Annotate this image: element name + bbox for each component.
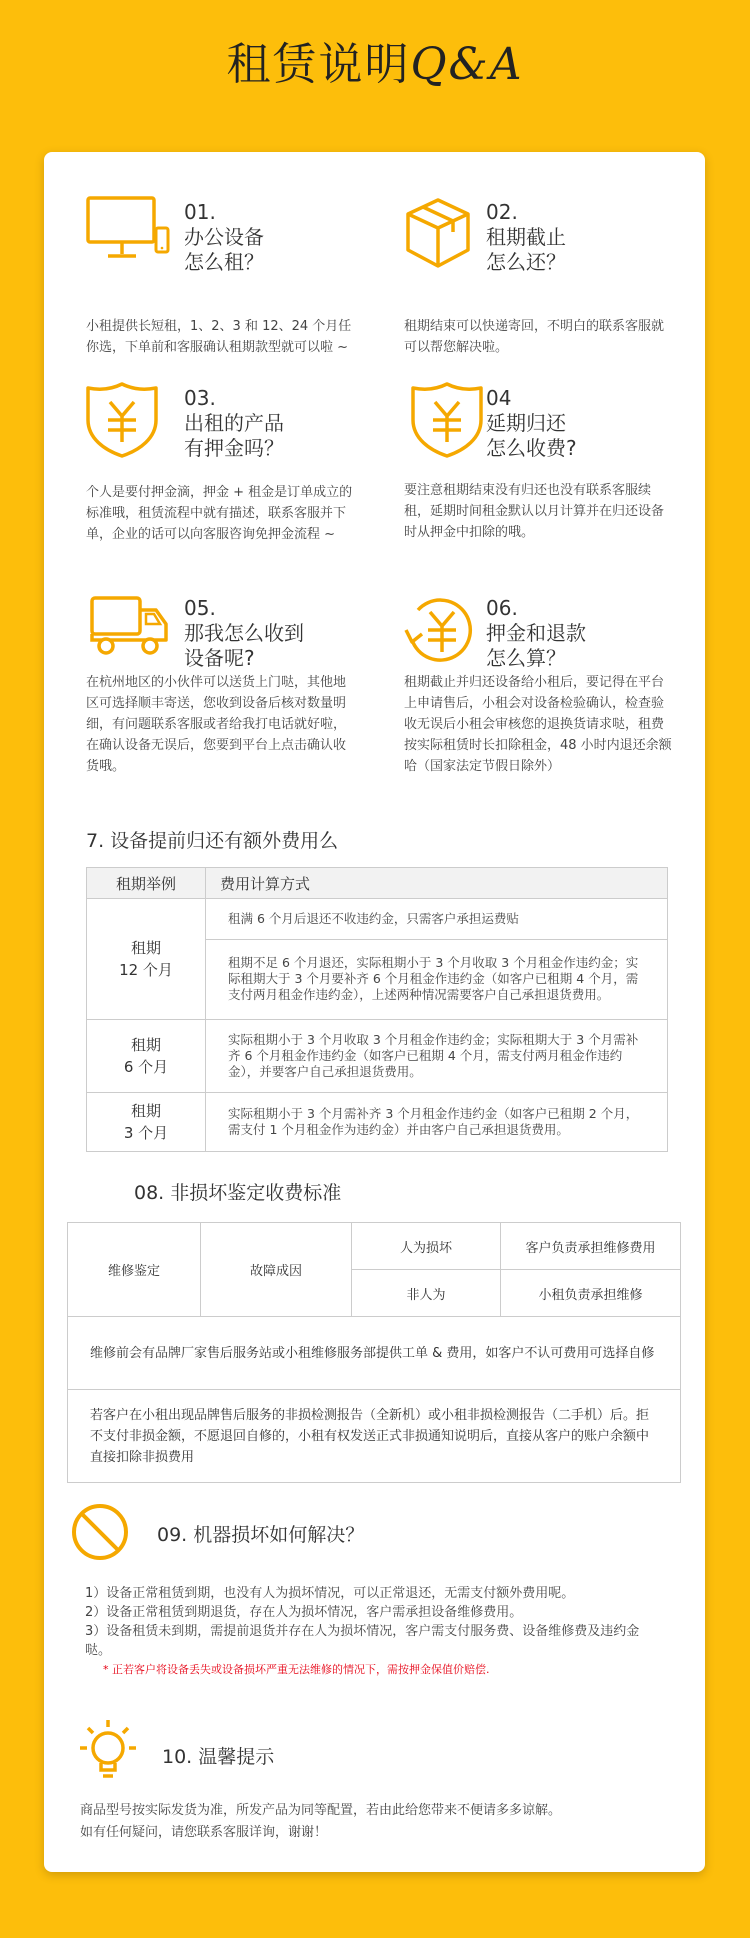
- table-row: [87, 1093, 668, 1152]
- repair-label: 维修鉴定: [68, 1223, 201, 1317]
- table-header: 租期举例: [87, 868, 206, 899]
- tips-text: [80, 1800, 640, 1844]
- lightbulb-icon: [76, 1718, 140, 1786]
- yen-shield-icon: [411, 380, 497, 460]
- fee-description: 实际租期小于 3 个月需补齐 3 个月租金作违约金（如客户已租期 2 个月，需支付 1 个月租金作为违约金）并由客户自己承担退货费用。: [206, 1093, 668, 1152]
- period-value: 6 个月: [123, 1058, 169, 1076]
- faq-question-line2: 设备呢?: [184, 646, 255, 670]
- faq-question-line1: 延期归还: [486, 411, 566, 435]
- table-header-row: [87, 868, 668, 899]
- faq-question-line2: 有押金吗？: [184, 436, 284, 460]
- cause-label: 故障成因: [201, 1223, 352, 1317]
- human-damage-label: 人为损坏: [352, 1223, 501, 1270]
- faq-question-line1: 那我怎么收到: [184, 621, 304, 645]
- fee-description: 租满 6 个月后退还不收违约金，只需客户承担运费贴: [206, 899, 668, 940]
- faq-number: 01.: [184, 200, 216, 224]
- faq-answer: 在杭州地区的小伙伴可以送货上门哒，其他地区可选择顺丰寄送，您收到设备后核对数量明细，有问题联系客服或者给我打电话就好啦，在确认设备无误后，您要到平台上点击确认收货哦。: [86, 675, 347, 774]
- faq-question-line2: 怎么租？: [184, 250, 264, 274]
- repair-note: 维修前会有品牌厂家售后服务站或小租维修服务部提供工单 & 费用，如客户不认可费用可选择自修: [68, 1317, 681, 1390]
- warning-note: * 正若客户将设备丢失或设备损坏严重无法维修的情况下，需按押金保值价赔偿.: [103, 1663, 490, 1676]
- content-card: [44, 152, 705, 1872]
- tip-line: 如有任何疑问，请您联系客服详询，谢谢！: [80, 1825, 328, 1840]
- section-7-title: 7. 设备提前归还有额外费用么: [86, 830, 339, 852]
- faq-number: 02.: [486, 200, 518, 224]
- period-label: 租期: [130, 939, 161, 957]
- faq-question-line2: 怎么算？: [486, 646, 566, 670]
- section-9-title: 09. 机器损坏如何解决？: [157, 1524, 365, 1546]
- section-10-title: 10. 温馨提示: [162, 1746, 275, 1768]
- damage-fee-table: [67, 1222, 681, 1483]
- period-value: 3 个月: [123, 1124, 169, 1142]
- faq-question: [184, 596, 304, 671]
- faq-question: [486, 386, 577, 461]
- faq-answer: 小租提供长短租，1、2、3 和 12、24 个月任你选，下单前和客服确认租期款型就可以啦 ~: [86, 319, 352, 355]
- early-return-fee-table: [86, 867, 668, 1152]
- faq-question-line2: 怎么还？: [486, 250, 566, 274]
- faq-question-line1: 出租的产品: [184, 411, 284, 435]
- yen-shield-icon: [86, 380, 172, 460]
- faq-answer: 租期截止并归还设备给小租后，要记得在平台上申请售后，小租会对设备检验确认，检查验收无误后小租会审核您的退换货请求哒，租费按实际租赁时长扣除租金，48 小时内退还余额哈（国家法定节假日除外）: [404, 675, 672, 774]
- section-8-title: 08. 非损坏鉴定收费标准: [134, 1182, 342, 1204]
- table-row: [68, 1317, 681, 1390]
- refund-icon: [404, 590, 490, 670]
- faq-question: [184, 200, 264, 275]
- period-label: 租期: [130, 1102, 161, 1120]
- period-cell: [87, 899, 206, 1020]
- fee-description: 租期不足 6 个月退还，实际租期小于 3 个月收取 3 个月租金作违约金；实际租期大于 3 个月要补齐 6 个月租金作违约金（如客户已租期 4 个月，需支付两月租金作违约金），上述两种情况需要客户自己承担退货费用。: [206, 939, 668, 1019]
- non-damage-note: 若客户在小租出现品牌售后服务的非损检测报告（全新机）或小租非损检测报告（二手机）后。拒不支付非损金额，不愿退回自修的，小租有权发送正式非损通知说明后，直接从客户的账户余额中直接扣除非损费用: [68, 1390, 681, 1483]
- faq-answer: 个人是要付押金滴，押金 + 租金是订单成立的标准哦，租赁流程中就有描述，联系客服并下单，企业的话可以向客服咨询免押金流程 ~: [86, 485, 353, 542]
- faq-question-line1: 租期截止: [486, 225, 566, 249]
- table-row: [87, 1020, 668, 1093]
- prohibited-icon: [70, 1502, 130, 1562]
- page-title-cn: 租赁说明: [226, 39, 411, 90]
- truck-icon: [86, 590, 172, 670]
- page-title: [0, 28, 750, 92]
- list-item: 1）设备正常租赁到期，也没有人为损坏情况，可以正常退还，无需支付额外费用呢。: [85, 1586, 575, 1601]
- table-row: [68, 1390, 681, 1483]
- human-damage-fee: 客户负责承担维修费用: [501, 1223, 681, 1270]
- faq-answer: 租期结束可以快递寄回，不明白的联系客服就可以帮您解决啦。: [404, 319, 665, 355]
- faq-question: [486, 200, 566, 275]
- faq-question-line1: 押金和退款: [486, 621, 586, 645]
- faq-question-line2: 怎么收费?: [486, 436, 577, 460]
- period-label: 租期: [130, 1036, 161, 1054]
- period-cell: [87, 1020, 206, 1093]
- table-header: 费用计算方式: [206, 868, 668, 899]
- faq-question-line1: 办公设备: [184, 225, 264, 249]
- faq-number: 03.: [184, 386, 216, 410]
- faq-number: 04: [486, 386, 512, 410]
- box-icon: [404, 194, 490, 274]
- tip-line: 商品型号按实际发货为准，所发产品为同等配置，若由此给您带来不便请多多谅解。: [80, 1803, 562, 1818]
- non-human-label: 非人为: [352, 1270, 501, 1317]
- faq-number: 06.: [486, 596, 518, 620]
- period-value: 12 个月: [119, 961, 173, 979]
- page-title-qa: Q&A: [410, 39, 524, 90]
- period-cell: [87, 1093, 206, 1152]
- table-row: [68, 1223, 681, 1270]
- faq-answer: 要注意租期结束没有归还也没有联系客服续租，延期时间租金默认以月计算并在归还设备时从押金中扣除的哦。: [404, 483, 665, 540]
- non-human-fee: 小租负责承担维修: [501, 1270, 681, 1317]
- list-item: 3）设备租赁未到期，需提前退货并存在人为损坏情况，客户需支付服务费、设备维修费及违约金哒。: [85, 1624, 640, 1658]
- fee-description: 实际租期小于 3 个月收取 3 个月租金作违约金；实际租期大于 3 个月需补齐 6 个月租金作违约金（如客户已租期 4 个月，需支付两月租金作违约金），并要客户自己承担退货费用。: [206, 1020, 668, 1093]
- faq-number: 05.: [184, 596, 216, 620]
- list-item: 2）设备正常租赁到期退货，存在人为损坏情况，客户需承担设备维修费用。: [85, 1605, 523, 1620]
- table-row: [87, 899, 668, 940]
- computer-icon: [86, 194, 172, 274]
- damage-solution-list: [85, 1584, 645, 1660]
- faq-question: [486, 596, 586, 671]
- faq-question: [184, 386, 284, 461]
